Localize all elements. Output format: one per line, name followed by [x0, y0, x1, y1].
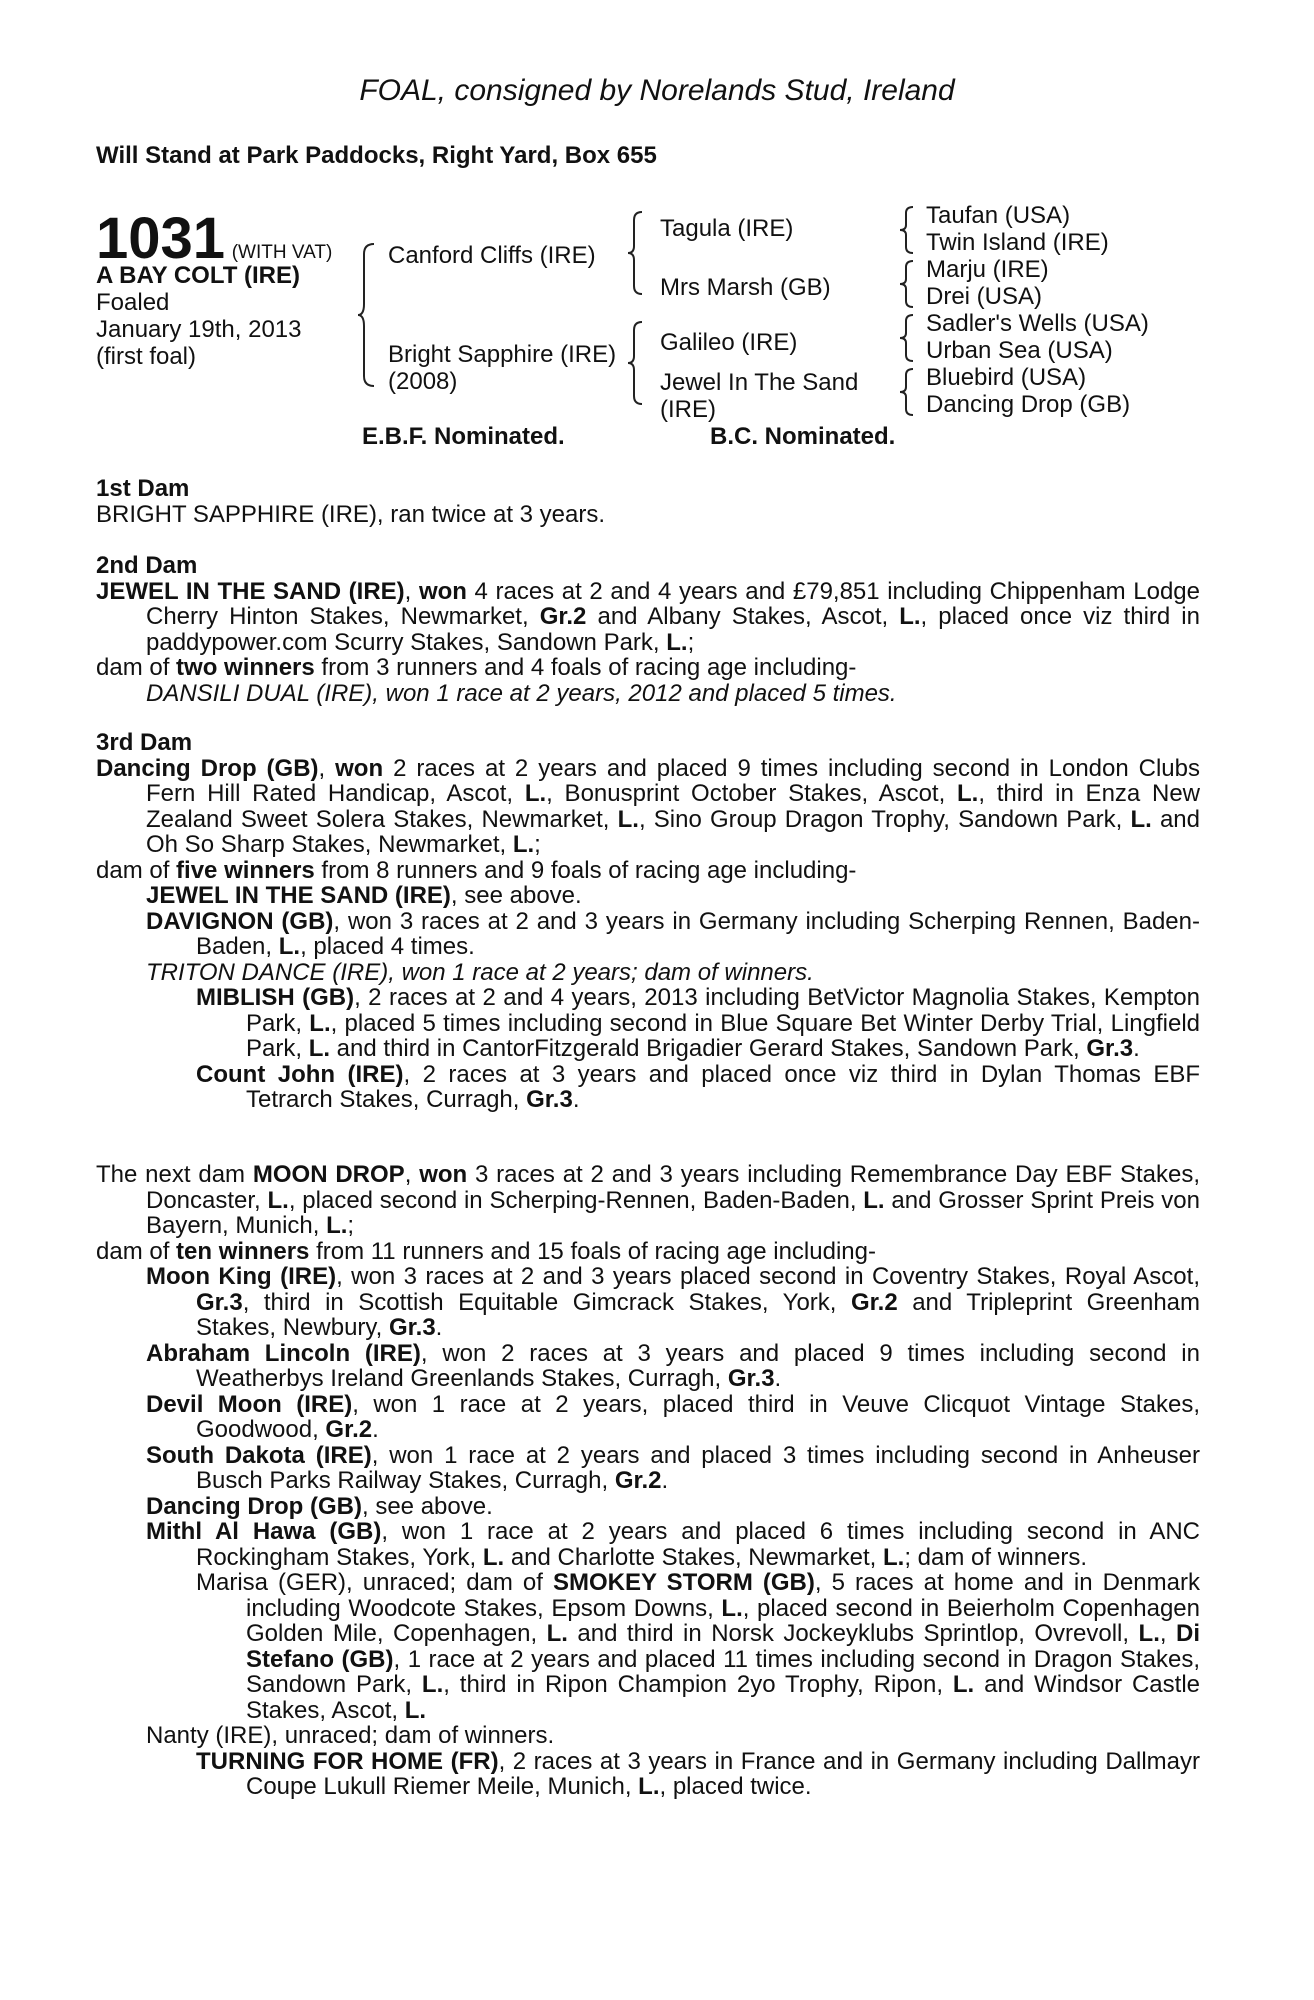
- winners-count: five winners: [176, 856, 315, 884]
- listed-label: L.: [883, 1543, 905, 1571]
- record-text: , see above.: [362, 1492, 493, 1520]
- grade-label: Gr.2: [850, 1288, 898, 1316]
- listed-label: L.: [546, 1620, 568, 1647]
- pedigree-dds: Bluebird (USA): [926, 364, 1087, 391]
- record-text: dam of: [96, 856, 177, 884]
- listed-label: L.: [899, 603, 921, 630]
- record-text: and Charlotte Stakes, Newmarket,: [504, 1543, 883, 1571]
- second-dam-produce: [96, 655, 1200, 681]
- listed-label: L.: [512, 831, 535, 858]
- vat-note: (WITH VAT): [231, 242, 333, 263]
- first-dam-text: BRIGHT SAPPHIRE (IRE), ran twice at 3 years.: [96, 500, 606, 528]
- record-text: , placed twice.: [659, 1773, 812, 1800]
- produce-name: Moon King (IRE): [146, 1263, 337, 1290]
- listed-label: L.: [666, 628, 688, 656]
- record-text: , 5 races at home and in Denmark including Woodcote Stakes, Epsom Downs,: [246, 1569, 1200, 1622]
- record-text: , third in Ripon Champion 2yo Trophy, Ripon,: [443, 1671, 953, 1698]
- first-dam-section: [96, 476, 1200, 527]
- produce-entry: [196, 1062, 1200, 1113]
- record-text: , won 1 race at 2 years; dam of winners.: [388, 958, 814, 986]
- listed-label: L.: [326, 1212, 348, 1239]
- listed-label: L.: [721, 1594, 743, 1622]
- produce-name: JEWEL IN THE SAND (IRE): [146, 882, 451, 909]
- first-dam-heading: 1st Dam: [96, 475, 190, 502]
- pedigree-sire: Canford Cliffs (IRE): [388, 242, 596, 269]
- produce-entry: [146, 1392, 1200, 1443]
- next-dam-record: [96, 1162, 1200, 1239]
- produce-name: Abraham Lincoln (IRE): [146, 1339, 421, 1367]
- produce-name: Dancing Drop (GB): [146, 1492, 362, 1520]
- produce-entry: [146, 1443, 1200, 1494]
- pedigree-dam-dam: Jewel In The Sand: [660, 369, 859, 396]
- record-text: , third in Enza New Zealand Sweet Solera Stakes, Newmarket,: [146, 780, 1201, 833]
- produce-entry: [146, 909, 1200, 960]
- pedigree-dss: Sadler's Wells (USA): [926, 310, 1149, 337]
- record-text: The next dam: [96, 1161, 253, 1188]
- won-label: won: [335, 754, 384, 782]
- listed-label: L.: [617, 805, 639, 833]
- grade-label: Gr.2: [539, 603, 587, 630]
- produce-name: Count John (IRE): [196, 1060, 404, 1088]
- pedigree-brace-dd: [898, 366, 918, 418]
- third-dam-produce: [96, 858, 1200, 884]
- grade-label: Gr.2: [614, 1467, 662, 1494]
- won-label: won: [419, 1161, 468, 1188]
- lot-number-line: [96, 206, 333, 271]
- grade-label: Gr.3: [196, 1288, 243, 1316]
- produce-name: SMOKEY STORM (GB): [552, 1569, 815, 1596]
- produce-name: TURNING FOR HOME (FR): [196, 1747, 499, 1775]
- pedigree-dam-dam-suffix: (IRE): [660, 396, 716, 423]
- record-text: and Albany Stakes, Ascot,: [586, 603, 900, 630]
- lot-number: 1031: [96, 206, 226, 271]
- next-dam-section: [96, 1162, 1200, 1800]
- listed-label: L.: [404, 1696, 427, 1724]
- record-text: and Oh So Sharp Stakes, Newmarket,: [146, 805, 1200, 858]
- foal-entry: [146, 681, 1200, 707]
- record-text: , 2 races at 3 years in France and in Germany including Dallmayr Coupe Lukull Riemer Meile, Munich,: [246, 1747, 1200, 1800]
- record-text: , 2 races at 2 and 4 years, 2013 including BetVictor Magnolia Stakes, Kempton Park,: [246, 984, 1200, 1037]
- record-text: , Sino Group Dragon Trophy, Sandown Park,: [638, 805, 1131, 833]
- listed-label: L.: [308, 1035, 331, 1062]
- record-text: , won 3 races at 2 and 3 years placed second in Coventry Stakes, Royal Ascot,: [336, 1263, 1200, 1290]
- record-text: , won 2 races at 3 years and placed 9 times including second in Weatherbys Ireland Greenlands Stakes, Curragh,: [196, 1339, 1200, 1392]
- record-text: , Bonusprint October Stakes, Ascot,: [546, 780, 957, 807]
- record-text: 4 races at 2 and 4 years and £79,851 including Chippenham Lodge Cherry Hinton Stakes, Newmarket,: [146, 577, 1200, 630]
- pedigree-dsd: Urban Sea (USA): [926, 337, 1113, 364]
- record-text: , won 1 race at 2 years and placed 6 times including second in ANC Rockingham Stakes, York,: [196, 1518, 1200, 1571]
- listed-label: L.: [1130, 805, 1152, 833]
- record-text: ,: [404, 1161, 420, 1188]
- record-text: and Tripleprint Greenham Stakes, Newbury,: [196, 1288, 1201, 1341]
- produce-name: DAVIGNON (GB): [146, 907, 334, 935]
- pedigree-sire-dam: Mrs Marsh (GB): [660, 274, 831, 301]
- listed-label: L.: [957, 780, 979, 807]
- record-text: , won 1 race at 2 years, 2012 and placed 5 times.: [372, 679, 897, 707]
- pedigree-brace-sd: [898, 258, 918, 310]
- record-text: 3 races at 2 and 3 years including Remembrance Day EBF Stakes, Doncaster,: [146, 1161, 1201, 1214]
- pedigree-brace-ds: [898, 312, 918, 364]
- pedigree-dam-year: (2008): [388, 368, 458, 395]
- grade-label: Gr.3: [388, 1314, 436, 1341]
- listed-label: L.: [1138, 1620, 1160, 1647]
- next-dam-produce: [96, 1239, 1200, 1265]
- stand-location: Will Stand at Park Paddocks, Right Yard, Box 655: [96, 142, 657, 169]
- record-text: from 3 runners and 4 foals of racing age including-: [314, 654, 857, 681]
- record-text: .: [661, 1467, 669, 1494]
- grade-label: Gr.3: [526, 1086, 573, 1113]
- produce-entry: [146, 883, 1200, 909]
- bc-nominated: B.C. Nominated.: [710, 423, 896, 450]
- listed-label: L.: [278, 933, 301, 960]
- pedigree-sss: Taufan (USA): [926, 202, 1071, 229]
- winners-count: ten winners: [176, 1237, 310, 1265]
- ebf-nominated: E.B.F. Nominated.: [362, 423, 565, 450]
- pedigree-sdd: Drei (USA): [926, 283, 1043, 310]
- foal-name: DANSILI DUAL (IRE): [146, 679, 373, 707]
- record-text: .: [774, 1365, 782, 1392]
- listed-label: L.: [421, 1671, 444, 1698]
- record-text: from 11 runners and 15 foals of racing age including-: [309, 1237, 876, 1265]
- produce-name: Di Stefano (GB): [246, 1620, 1200, 1673]
- second-dam-record: JEWEL IN THE SAND (IRE), won 4 races at 2 and 4 years and £79,851 including Chippenham Lodge Cherry Hinton Stakes, Newmarket, Gr.2 and Albany Stakes, Ascot, L., placed once viz third in paddypower.com Scurry Stakes, Sandown Park, L.;: [96, 577, 1200, 656]
- listed-label: L.: [863, 1186, 885, 1214]
- produce-entry: [146, 1341, 1200, 1392]
- produce-entry: [146, 1494, 1200, 1520]
- pedigree-ddd: Dancing Drop (GB): [926, 391, 1131, 418]
- produce-entry: Nanty (IRE), unraced; dam of winners.: [146, 1722, 555, 1749]
- produce-entry: [146, 1264, 1200, 1341]
- third-dam-record: Dancing Drop (GB), won 2 races at 2 years and placed 9 times including second in London Clubs Fern Hill Rated Handicap, Ascot, L., Bonusprint October Stakes, Ascot, L., third in Enza New Zealand Sweet Solera Stakes, Newmarket, L., Sino Group Dragon Trophy, Sandown Park, L. and Oh So Sharp Stakes, Newmarket, L.;: [96, 754, 1201, 858]
- second-dam-section: [96, 553, 1200, 706]
- pedigree-brace-ss: [898, 204, 918, 256]
- foaled-date: January 19th, 2013: [96, 316, 302, 343]
- record-text: .: [372, 1416, 379, 1443]
- record-text: 2 races at 2 years and placed 9 times including second in London Clubs Fern Hill Rated Handicap, Ascot,: [146, 754, 1200, 807]
- produce-name: TRITON DANCE (IRE): [146, 958, 389, 986]
- listed-label: L.: [524, 780, 547, 807]
- pedigree-sds: Marju (IRE): [926, 256, 1049, 283]
- record-text: , placed 5 times including second in Blue Square Bet Winter Derby Trial, Lingfield Park,: [246, 1009, 1200, 1062]
- record-text: and third in Norsk Jockeyklubs Sprintlop, Ovrevoll,: [567, 1620, 1139, 1647]
- record-text: , won 1 race at 2 years, placed third in Veuve Clicquot Vintage Stakes, Goodwood,: [196, 1390, 1200, 1443]
- third-dam-section: [96, 730, 1200, 1113]
- pedigree-ssd: Twin Island (IRE): [926, 229, 1109, 256]
- lot-title: A BAY COLT (IRE): [96, 262, 301, 289]
- pedigree-dam-sire: Galileo (IRE): [660, 329, 798, 356]
- produce-name: South Dakota (IRE): [146, 1441, 372, 1469]
- record-text: , placed 4 times.: [300, 933, 475, 960]
- record-text: , 2 races at 3 years and placed once viz third in Dylan Thomas EBF Tetrarch Stakes, Curragh,: [246, 1060, 1200, 1113]
- record-text: , placed once viz third in paddypower.com Scurry Stakes, Sandown Park,: [146, 603, 1200, 656]
- next-dam-name: MOON DROP: [252, 1161, 405, 1188]
- listed-label: L.: [309, 1009, 331, 1037]
- pedigree-brace-sire: [626, 208, 648, 298]
- winners-count: two winners: [176, 654, 315, 681]
- pedigree-brace-dam: [626, 318, 648, 408]
- listed-label: L.: [482, 1543, 505, 1571]
- produce-entry: [146, 960, 1200, 986]
- record-text: ;: [347, 1212, 355, 1239]
- produce-entry: [196, 985, 1200, 1062]
- foaled-label: Foaled: [96, 289, 170, 316]
- consignment-header: FOAL, consigned by Norelands Stud, Ireland: [359, 74, 955, 107]
- third-dam-name: Dancing Drop (GB): [96, 754, 319, 782]
- record-text: from 8 runners and 9 foals of racing age including-: [314, 856, 857, 884]
- record-text: and Windsor Castle Stakes, Ascot,: [246, 1671, 1201, 1724]
- record-text: and Grosser Sprint Preis von Bayern, Munich,: [146, 1186, 1200, 1239]
- pedigree-dam: Bright Sapphire (IRE): [388, 341, 617, 368]
- record-text: .: [572, 1086, 580, 1113]
- grade-label: Gr.3: [727, 1365, 775, 1392]
- third-dam-heading: 3rd Dam: [96, 729, 193, 756]
- second-dam-heading: 2nd Dam: [96, 552, 198, 579]
- produce-name: MIBLISH (GB): [196, 984, 355, 1011]
- second-dam-name: JEWEL IN THE SAND (IRE): [96, 577, 405, 605]
- foal-note: (first foal): [96, 343, 197, 370]
- record-text: ; dam of winners.: [904, 1543, 1088, 1571]
- record-text: ,: [1159, 1620, 1176, 1647]
- record-text: Marisa (GER), unraced; dam of: [196, 1569, 553, 1596]
- record-text: , won 3 races at 2 and 3 years in Germany including Scherping Rennen, Baden-Baden,: [196, 907, 1200, 960]
- produce-entry: [196, 1749, 1200, 1800]
- record-text: , 1 race at 2 years and placed 11 times including second in Dragon Stakes, Sandown Park,: [246, 1645, 1200, 1698]
- won-label: won: [418, 577, 467, 605]
- listed-label: L.: [267, 1186, 289, 1214]
- produce-entry: [196, 1570, 1200, 1723]
- grade-label: Gr.3: [1086, 1035, 1134, 1062]
- record-text: dam of: [96, 1237, 177, 1265]
- record-text: .: [435, 1314, 443, 1341]
- record-text: , won 1 race at 2 years and placed 3 times including second in Anheuser Busch Parks Railway Stakes, Curragh,: [196, 1441, 1200, 1494]
- record-text: , placed second in Scherping-Rennen, Baden-Baden,: [288, 1186, 864, 1214]
- pedigree-brace-main: [356, 240, 386, 390]
- record-text: and third in CantorFitzgerald Brigadier Gerard Stakes, Sandown Park,: [330, 1035, 1087, 1062]
- pedigree-sire-sire: Tagula (IRE): [660, 215, 794, 242]
- record-text: dam of: [96, 654, 177, 681]
- record-text: ;: [687, 628, 695, 656]
- listed-label: L.: [952, 1671, 975, 1698]
- record-text: , see above.: [450, 882, 582, 909]
- record-text: , placed second in Beierholm Copenhagen Golden Mile, Copenhagen,: [246, 1594, 1200, 1647]
- produce-name: Devil Moon (IRE): [146, 1390, 353, 1418]
- listed-label: L.: [638, 1773, 660, 1800]
- grade-label: Gr.2: [325, 1416, 373, 1443]
- produce-name: Mithl Al Hawa (GB): [146, 1518, 382, 1545]
- produce-entry: [146, 1519, 1200, 1570]
- record-text: .: [1133, 1035, 1140, 1062]
- record-text: , third in Scottish Equitable Gimcrack Stakes, York,: [242, 1288, 851, 1316]
- record-text: ;: [534, 831, 541, 858]
